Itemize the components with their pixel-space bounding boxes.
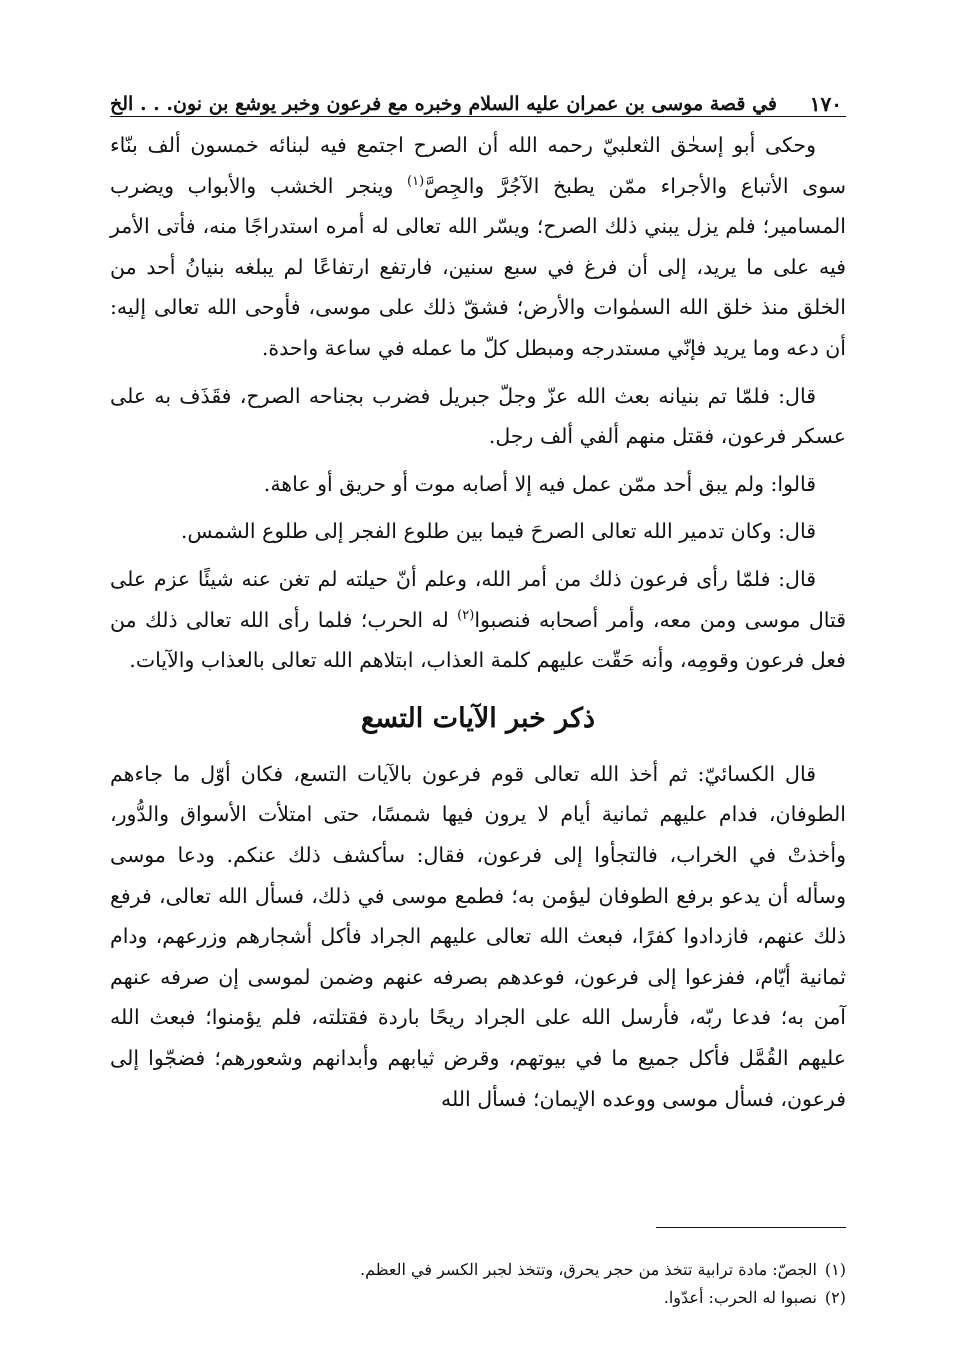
running-header bbox=[110, 76, 846, 117]
paragraph bbox=[110, 754, 846, 1119]
paragraph-text: له الحرب؛ فلما رأى الله تعالى ذلك من فعل فرعون وقومِه، وأنه حَقّت عليهم كلمة العذاب، ابتلاهم الله تعالى بالعذاب والآيات. bbox=[110, 607, 846, 673]
paragraph bbox=[110, 559, 846, 681]
paragraph-text: وحكى أبو إسحٰق الثعلبيّ رحمه الله أن الصرح اجتمع فيه لبنائه خمسون ألف بنّاء سوى الأتباع والأجراء ممّن يطبخ الآجُرَّ والجِصَّ bbox=[110, 133, 846, 198]
book-page bbox=[110, 76, 846, 1119]
footnotes bbox=[110, 1256, 846, 1312]
footnote-ref: (١) bbox=[407, 173, 425, 189]
main-text bbox=[110, 125, 846, 1119]
paragraph-text: قال الكسائيّ: ثم أخذ الله تعالى قوم فرعون بالآيات التسع، فكان أوّل ما جاءهم الطوفان، فدام عليهم ثمانية أيام لا يرون فيها شمسًا، حتى امتلأت الأسواق والدُّور، وأخذتْ في الخراب، فالتجأوا إلى فرعون، فقال: سأكشف ذلك عنكم. ودعا موسى وسأله أن يدعو برفع الطوفان ليؤمن به؛ فطمع موسى في ذلك، فسأل الله تعالى، فرفع ذلك عنهم، فازدادوا كفرًا، فبعث الله تعالى عليهم الجراد فأكل أشجارهم وزرعهم، ودام ثمانية أيّام، ففزعوا إلى فرعون، فوعدهم بصرفه عنهم وضمن لموسى إن صرفه عنهم آمن به؛ فدعا ربّه، فأرسل الله على الجراد ريحًا باردة فقتلته، فلم يؤمنوا؛ فبعث الله عليهم القُمَّل فأكل جميع ما في بيوتهم، وقرض ثيابهم وأبدانهم وشعورهم؛ فضجّوا إلى فرعون، فسأل موسى ووعده الإيمان؛ فسأل الله bbox=[110, 761, 846, 1111]
paragraph-text: قال: فلمّا تم بنيانه بعث الله عزّ وجلّ جبريل فضرب بجناحه الصرح، فقَذَف به على عسكر فرعون، فقتل منهم ألفي ألف رجل. bbox=[110, 383, 846, 449]
footnote-number: (٢) bbox=[824, 1288, 846, 1307]
footnote-number: (١) bbox=[824, 1260, 846, 1279]
section-heading: ذكر خبر الآيات التسع bbox=[360, 702, 596, 734]
footnote-item bbox=[110, 1284, 846, 1312]
paragraph-text: قال: وكان تدمير الله تعالى الصرحَ فيما بين طلوع الفجر إلى طلوع الشمس. bbox=[180, 519, 816, 544]
paragraph-text: قالوا: ولم يبق أحد ممّن عمل فيه إلا أصابه موت أو حريق أو عاهة. bbox=[263, 471, 816, 496]
running-title: في قصة موسى بن عمران عليه السلام وخبره مع فرعون وخبر يوشع بن نون. . . الخ bbox=[110, 93, 778, 116]
paragraph bbox=[110, 125, 846, 369]
paragraph-text: وينجر الخشب والأبواب ويضرب المسامير؛ فلم يزل يبني ذلك الصرح؛ ويسّر الله تعالى له أمره استدراجًا منه، فأتى الأمر فيه على ما يريد، إلى أن فرغ في سبع سنين، فارتفع ارتفاعًا لم يبلغه بنيانُ أحد من الخلق منذ خلق الله السمٰوات والأرض؛ فشقّ ذلك على موسى، فأوحى الله تعالى إليه: أن دعه وما يريد فإنّي مستدرجه ومبطل كلّ ما عمله في ساعة واحدة. bbox=[110, 173, 846, 360]
paragraph bbox=[110, 511, 846, 552]
paragraph-text: قال: فلمّا رأى فرعون ذلك من أمر الله، وعلم أنّ حيلته لم تغن عنه شيئًا عزم على قتال موسى ومن معه، وأمر أصحابه فنصبوا bbox=[110, 566, 847, 632]
footnote-divider bbox=[656, 1227, 846, 1228]
page-number: ١٧٠ bbox=[809, 92, 842, 116]
footnote-ref: (٢) bbox=[457, 607, 475, 623]
paragraph bbox=[110, 376, 846, 457]
paragraph bbox=[110, 464, 846, 505]
footnote-text: الجصّ: مادة ترابية تتخذ من حجر يحرق، وتتخذ لجبر الكسر في العظم. bbox=[360, 1260, 817, 1279]
footnote-item bbox=[110, 1256, 846, 1284]
footnote-text: نصبوا له الحرب: أعدّوا. bbox=[663, 1288, 817, 1307]
